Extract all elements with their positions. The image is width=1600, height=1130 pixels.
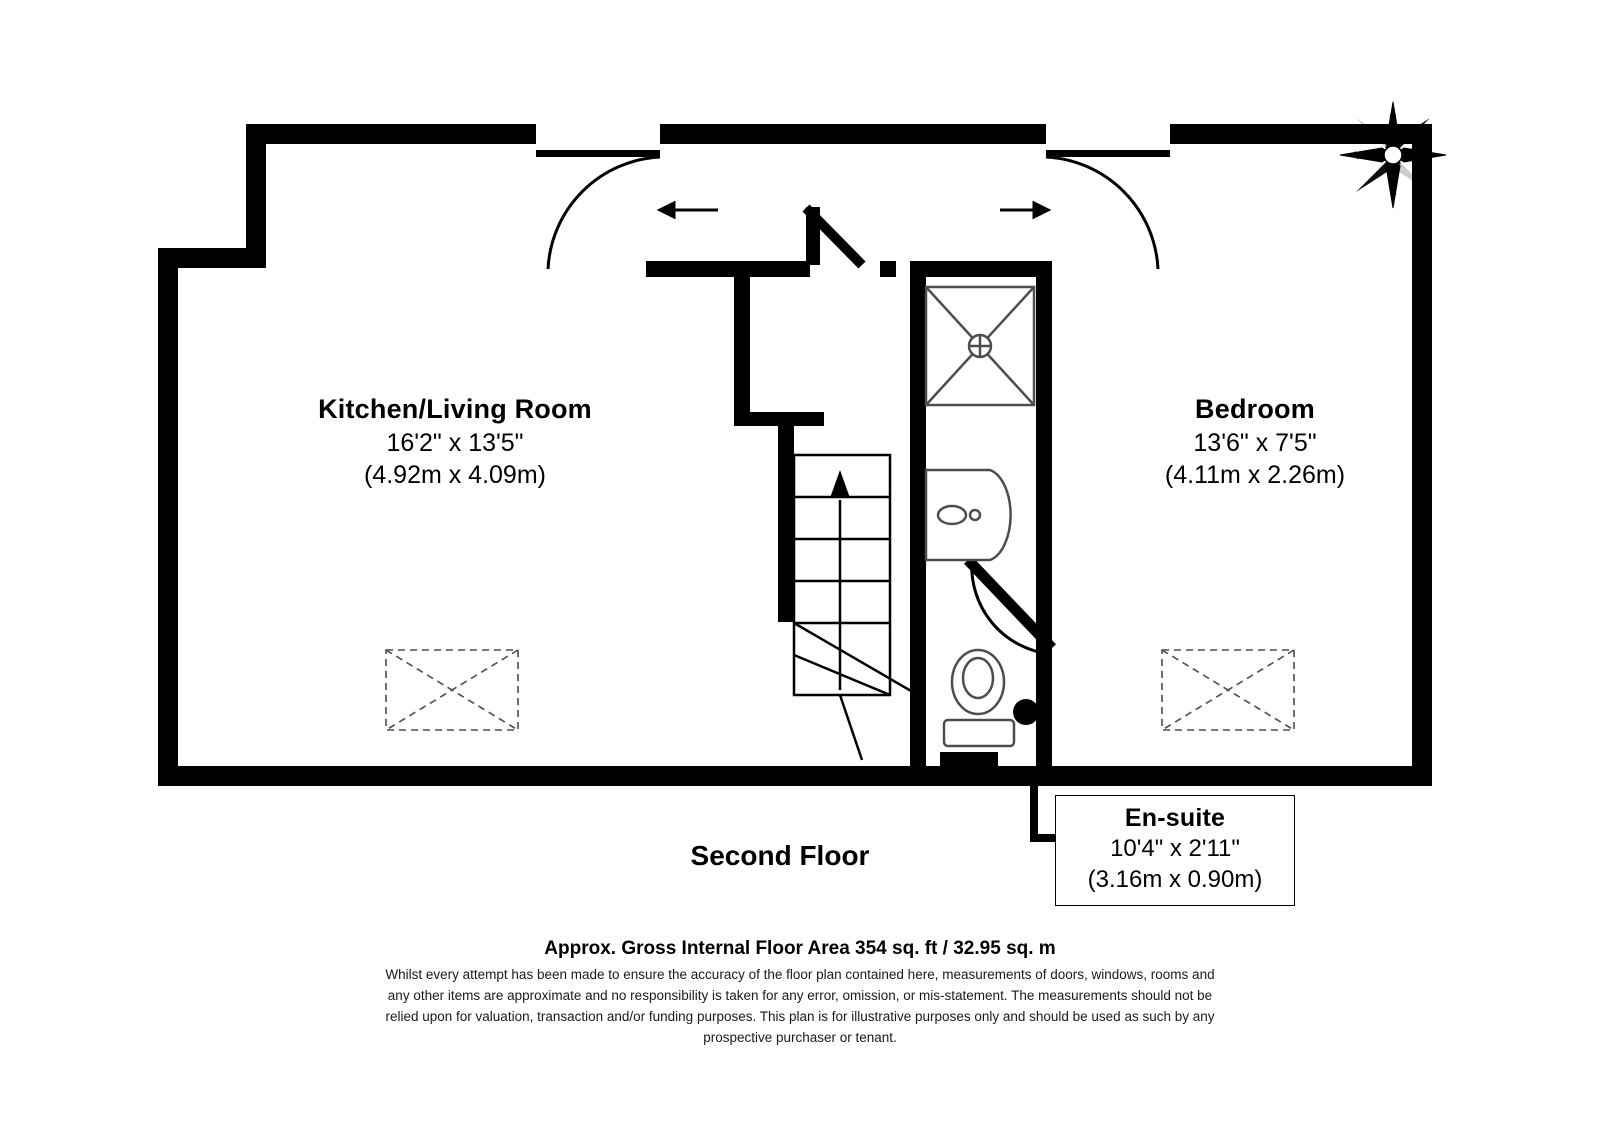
staircase	[794, 455, 918, 760]
window-open-arrows	[660, 203, 1048, 217]
floor-title: Second Floor	[690, 840, 870, 871]
compass-label-north: N	[1389, 113, 1397, 125]
dashed-void-left	[386, 650, 518, 730]
room-dimension-metric: (4.92m x 4.09m)	[363, 460, 546, 489]
room-dimension-metric: (4.11m x 2.26m)	[1164, 460, 1346, 489]
compass-label-west: W	[1354, 150, 1366, 162]
room-name: Kitchen/Living Room	[318, 394, 592, 424]
room-dimension-imperial: 10'4" x 2'11"	[1110, 835, 1240, 862]
compass-label-south: S	[1389, 187, 1397, 199]
room-name: En-suite	[1124, 804, 1226, 832]
compass-rose-icon	[1338, 100, 1448, 210]
room-label-bedroom	[1030, 392, 1480, 491]
gross-internal-area-note: Approx. Gross Internal Floor Area 354 sq. ft / 32.95 sq. m	[544, 938, 1056, 959]
shower-fixture	[926, 287, 1034, 405]
room-label-en-suite	[1055, 795, 1295, 906]
toilet-fixture	[944, 650, 1039, 746]
room-dimension-imperial: 16'2" x 13'5"	[386, 428, 524, 457]
room-name: Bedroom	[1195, 394, 1315, 424]
compass-label-east: E	[1422, 150, 1430, 162]
dashed-void-right	[1162, 650, 1294, 730]
basin-fixture	[926, 470, 1011, 560]
room-dimension-imperial: 13'6" x 7'5"	[1193, 428, 1317, 457]
room-label-kitchen-living-room	[230, 392, 680, 491]
room-dimension-metric: (3.16m x 0.90m)	[1087, 865, 1263, 893]
disclaimer-text: Whilst every attempt has been made to ensure the accuracy of the floor plan contained here, measurements of doors, windows, rooms and any other items are approximate and no responsibility is taken for any error, omission, or mis-statement. The measurements should not be relied upon for valuation, transaction and/or funding purposes. This plan is for illustrative purposes only and should be used as such by any prospective purchaser or tenant.	[385, 967, 1215, 1045]
